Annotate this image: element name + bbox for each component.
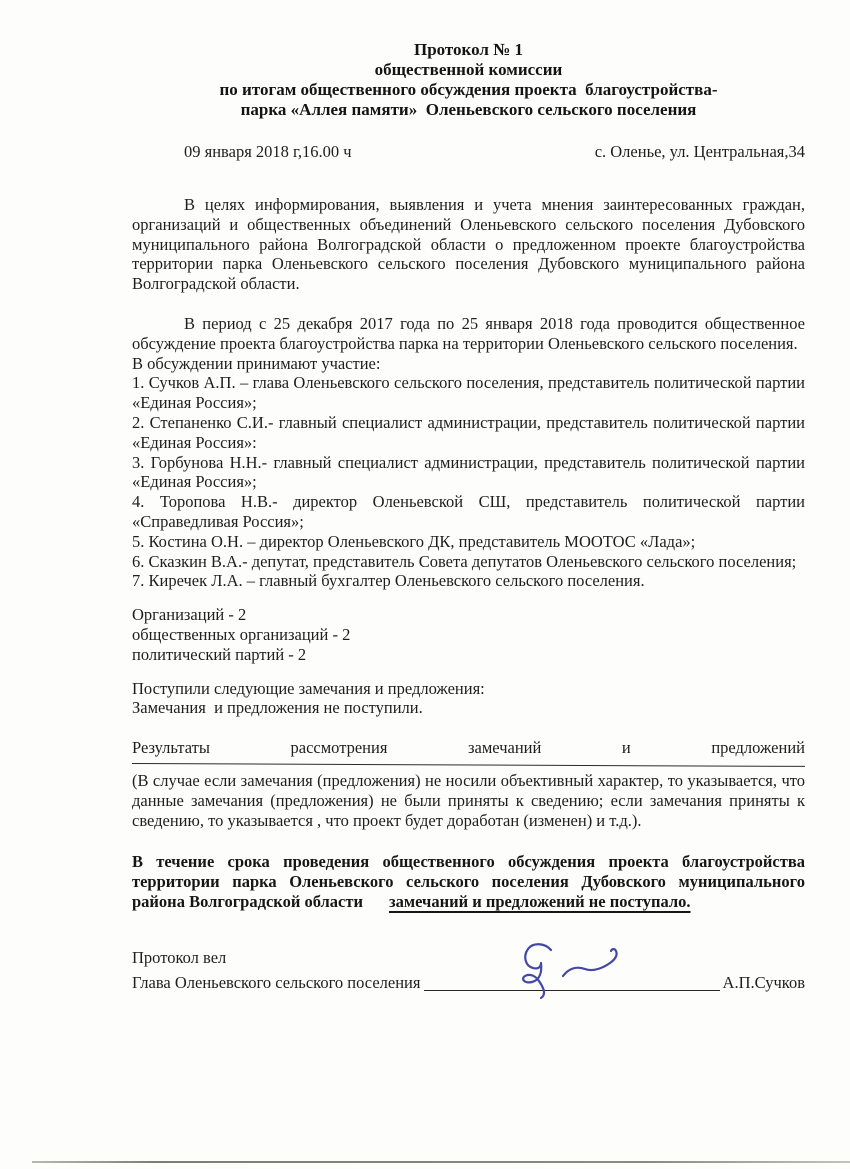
remarks-body: Замечания и предложения не поступили. [132,698,423,718]
conclusion-paragraph [132,852,805,911]
counts-block [132,605,805,664]
title-line-subject: по итогам общественного обсуждения проекта благоустройства- [219,80,718,99]
participant-item-3: 3. Горбунова Н.Н.- главный специалист администрации, представитель политической партии «Единая Россия»; [132,452,805,492]
blank-fill-line [132,763,805,767]
count-organizations: Организаций - 2 [132,605,247,625]
title-line-park: парка «Аллея памяти» Оленьевского сельского поселения [240,100,697,119]
signer-name: А.П.Сучков [722,972,805,992]
handwritten-signature-icon [507,942,637,1004]
title-line-commission: общественной комиссии [374,60,563,79]
signature-row [132,968,805,993]
remarks-block [132,679,805,719]
signer-role: Глава Оленьевского сельского поселения [132,972,421,992]
count-public-organizations: общественных организаций - 2 [132,624,351,644]
document-title [132,40,805,120]
meeting-datetime: 09 января 2018 г,16.00 ч [184,142,352,161]
participant-item-7: 7. Киречек Л.А. – главный бухгалтер Оленьевского сельского поселения. [132,571,645,591]
participants-heading: В обсуждении принимают участие: [132,353,381,373]
scan-edge-line [32,1161,850,1163]
protocol-kept-by: Протокол вел [132,947,227,967]
remarks-heading: Поступили следующие замечания и предложения: [132,678,485,698]
conclusion-text: В течение срока проведения общественного обсуждения проекта благоустройства территории парка Оленьевского сельского поселения Дубовского муниципального района Волгоградской области [132,852,805,911]
signature-line [424,968,719,991]
title-line-protocol-number: Протокол № 1 [413,40,524,59]
participant-item-4: 4. Торопова Н.В.- директор Оленьевской СШ, представитель политической партии «Справедливая Россия»; [132,492,805,531]
paragraph-period: В период с 25 декабря 2017 года по 25 января 2018 года проводится общественное обсуждение проекта благоустройства парка на территории Оленьевского сельского поселения. [132,313,805,353]
results-line: Результаты рассмотрения замечаний и предложений [132,738,805,758]
participant-item-2: 2. Степаненко С.И.- главный специалист администрации, представитель политической партии «Единая Россия»: [132,412,805,452]
participant-item-5: 5. Костина О.Н. – директор Оленьевского ДК, представитель МООТОС «Лада»; [132,531,696,551]
note-paragraph: (В случае если замечания (предложения) не носили объективный характер, то указывается, что данные замечания (предложения) не были приняты к сведению; если замечания приняты к сведению, то указывается , что проект будет доработан (изменен) и т.д.). [132,770,805,830]
participant-item-6: 6. Сказкин В.А.- депутат, представитель Совета депутатов Оленьевского сельского поселения; [132,551,797,571]
paragraph-purpose: В целях информирования, выявления и учета мнения заинтересованных граждан, организаций и общественных объединений Оленьевского сельского поселения Дубовского муниципального района Волгоградской области о предложенном проекте благоустройства территории парка Оленьевского сельского поселения Дубовского муниципального района Волгоградской области. [132,195,805,294]
participant-item-1: 1. Сучков А.П. – глава Оленьевского сельского поселения, представитель политической партии «Единая Россия»; [132,373,805,413]
date-place-row [132,142,805,162]
count-political-parties: политический партий - 2 [132,644,307,664]
signature-block [132,948,805,993]
conclusion-underlined: замечаний и предложений не поступало. [388,891,691,911]
meeting-place: с. Оленье, ул. Центральная,34 [594,142,805,161]
